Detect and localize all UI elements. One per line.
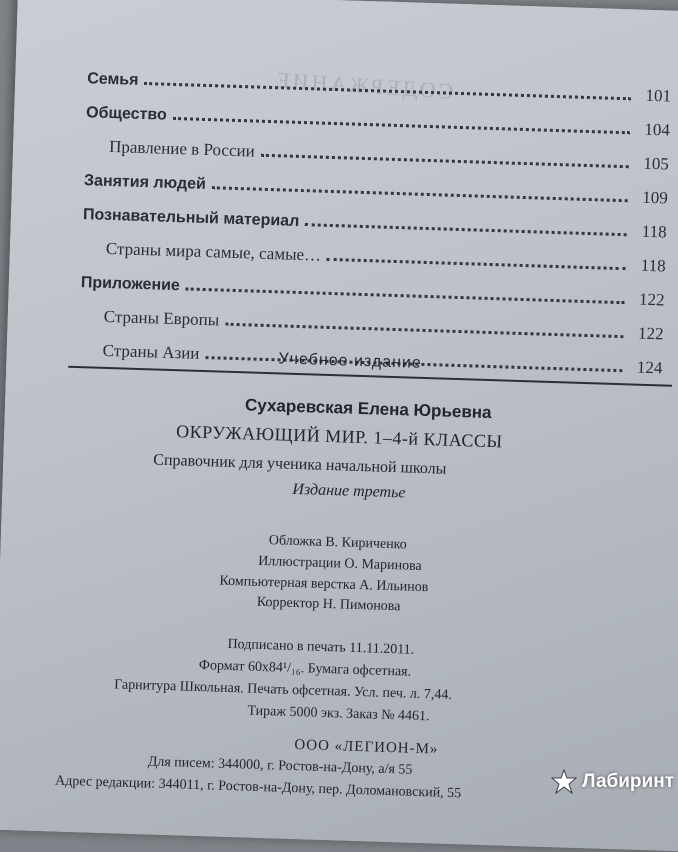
print-info-line: Подписано в печать 11.11.2011.	[227, 636, 415, 658]
toc-entry-page: 109	[642, 187, 669, 208]
credit-line: Обложка В. Кириченко	[268, 533, 407, 553]
series-label: Учебное издание	[278, 350, 423, 372]
toc-entry-title: Общество	[85, 104, 168, 124]
edition-label: Издание третье	[292, 480, 406, 502]
watermark-logo	[550, 768, 674, 796]
toc-entry-title: Приложение	[80, 274, 181, 295]
labirint-logo-icon	[550, 768, 578, 796]
toc-entry-title: Занятия людей	[83, 172, 207, 193]
toc-entry-page: 118	[641, 221, 668, 242]
print-info-line: Формат 60x84¹/₁₆. Бумага офсетная.	[198, 658, 412, 680]
bleed-through-heading: СОДЕРЖАНИЕ	[272, 66, 455, 104]
address-line: Для писем: 344000, г. Ростов-на-Дону, а/я 55	[147, 754, 413, 778]
toc-entry-page: 101	[645, 85, 672, 106]
author-name: Сухаревская Елена Юрьевна	[244, 395, 492, 423]
watermark-text: Лабиринт	[582, 771, 674, 792]
table-of-contents	[78, 54, 671, 378]
toc-entry-page: 118	[640, 255, 666, 276]
toc-entry-page: 122	[637, 323, 664, 344]
toc-entry-page: 124	[636, 357, 663, 378]
book-title: ОКРУЖАЮЩИЙ МИР. 1–4-й КЛАССЫ	[175, 421, 503, 452]
toc-entry-title: Страны Европы	[103, 306, 220, 330]
toc-entry-title: Семья	[86, 70, 139, 89]
toc-entry-page: 104	[644, 119, 671, 140]
toc-entry-title: Страны Азии	[102, 340, 200, 363]
book-subtitle: Справочник для ученика начальной школы	[153, 451, 447, 478]
address-line: Адрес редакции: 344011, г. Ростов-на-Дону, пер. Доломановский, 55	[54, 773, 462, 802]
credit-line: Корректор Н. Пимонова	[256, 594, 401, 615]
toc-entry-page: 105	[643, 153, 670, 174]
toc-entry-title: Страны мира самые, самые…	[105, 238, 322, 265]
publisher-name: ООО «ЛЕГИОН-М»	[294, 737, 439, 758]
print-info-line: Гарнитура Школьная. Печать офсетная. Усл. печ. л. 7,44.	[113, 677, 453, 703]
credit-line: Иллюстрации О. Маринова	[257, 553, 422, 574]
credit-line: Компьютерная верстка А. Ильинов	[219, 573, 429, 596]
toc-entry-page: 122	[638, 289, 665, 310]
toc-entry-title: Правление в России	[108, 136, 256, 161]
print-info-line: Тираж 5000 экз. Заказ № 4461.	[247, 703, 430, 725]
toc-entry-title: Познавательный материал	[82, 206, 300, 230]
